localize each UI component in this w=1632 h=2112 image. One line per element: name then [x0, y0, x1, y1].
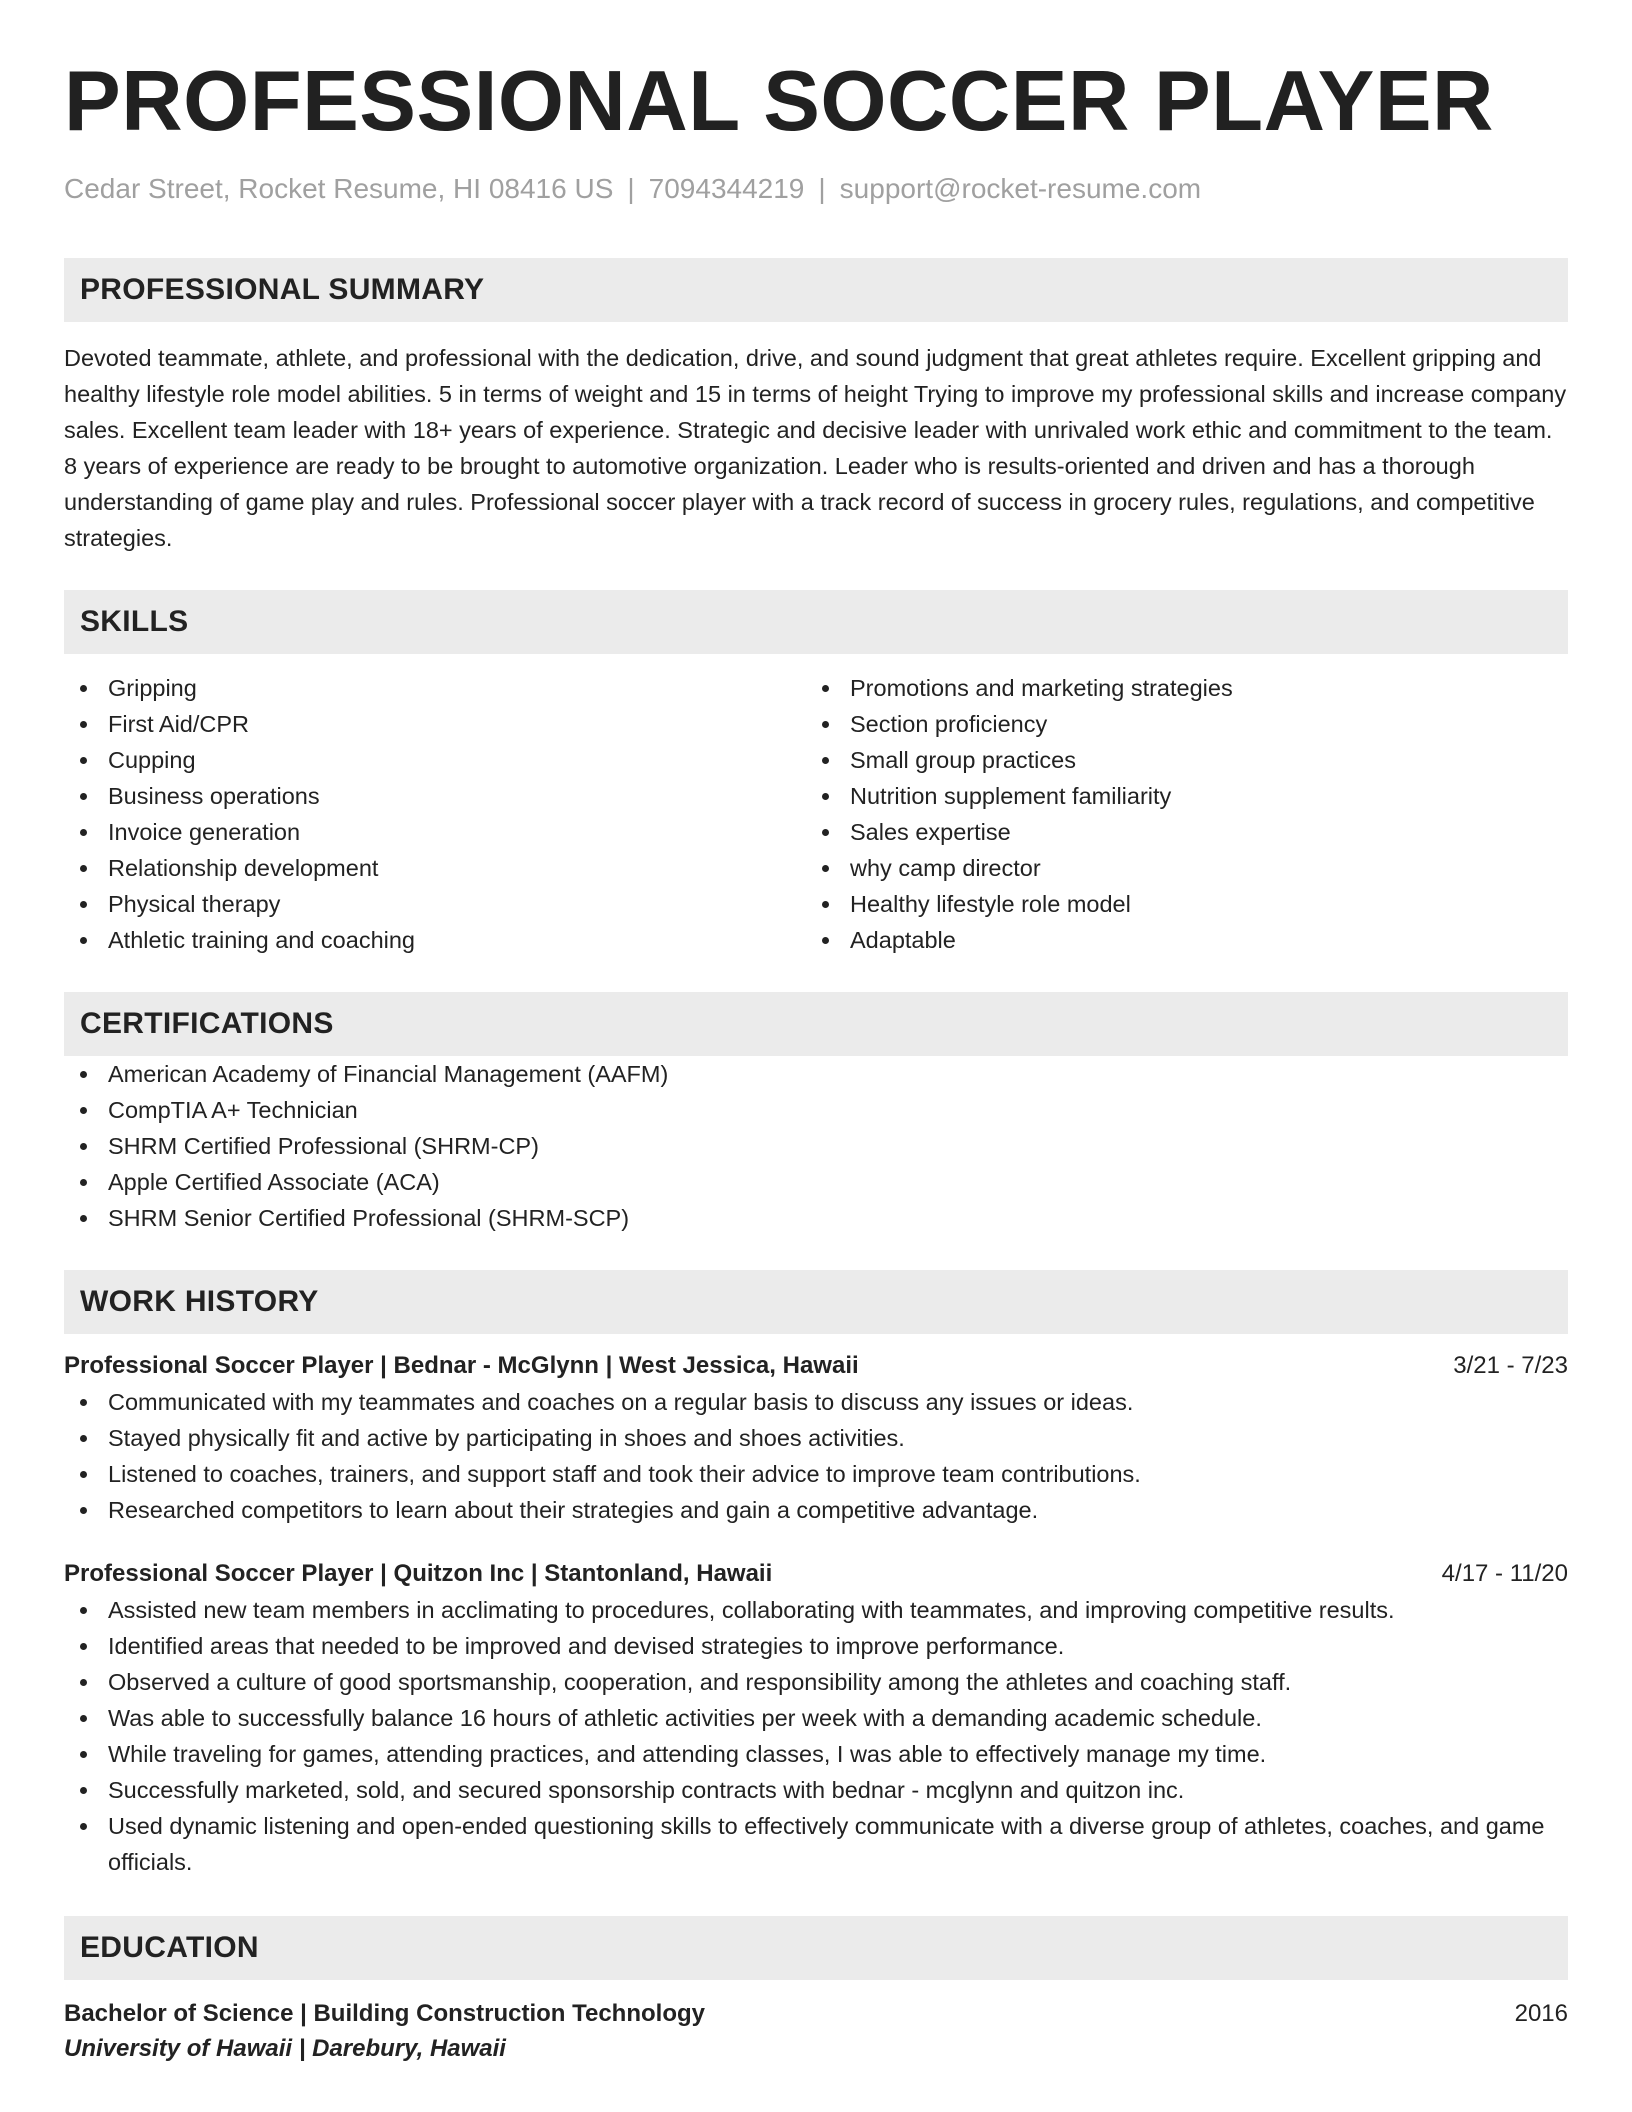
skill-item: Healthy lifestyle role model — [806, 886, 1548, 922]
skills-list-right — [806, 670, 1548, 958]
skill-item: Small group practices — [806, 742, 1548, 778]
work-history-section-header: WORK HISTORY — [64, 1270, 1568, 1334]
certifications-list — [64, 1056, 1568, 1236]
job-bullet: Observed a culture of good sportsmanship, cooperation, and responsibility among the athletes and coaching staff. — [64, 1664, 1568, 1700]
job-title: Professional Soccer Player | Bednar - McGlynn | West Jessica, Hawaii — [64, 1352, 859, 1379]
contact-separator: | — [818, 173, 826, 204]
skill-item: Section proficiency — [806, 706, 1548, 742]
skill-item: Sales expertise — [806, 814, 1548, 850]
job-bullet: Listened to coaches, trainers, and support staff and took their advice to improve team contributions. — [64, 1456, 1568, 1492]
certification-item: CompTIA A+ Technician — [64, 1092, 1568, 1128]
certification-item: SHRM Certified Professional (SHRM-CP) — [64, 1128, 1568, 1164]
job-bullet: Researched competitors to learn about their strategies and gain a competitive advantage. — [64, 1492, 1568, 1528]
job-dates: 3/21 - 7/23 — [1453, 1352, 1568, 1379]
job-bullet: Identified areas that needed to be improved and devised strategies to improve performance. — [64, 1628, 1568, 1664]
skills-grid — [64, 670, 1568, 958]
job-bullet: Used dynamic listening and open-ended questioning skills to effectively communicate with a diverse group of athletes, coaches, and game officials. — [64, 1808, 1568, 1880]
skill-item: Adaptable — [806, 922, 1548, 958]
skill-item: Promotions and marketing strategies — [806, 670, 1548, 706]
contact-separator: | — [627, 173, 635, 204]
job-bullet: While traveling for games, attending practices, and attending classes, I was able to effectively manage my time. — [64, 1736, 1568, 1772]
job-title: Professional Soccer Player | Quitzon Inc | Stantonland, Hawaii — [64, 1560, 773, 1587]
skills-column-left — [64, 670, 806, 958]
education-school: University of Hawaii | Darebury, Hawaii — [64, 2035, 506, 2062]
contact-address: Cedar Street, Rocket Resume, HI 08416 US — [64, 173, 614, 204]
job-entry — [64, 1556, 1568, 1880]
skill-item: Gripping — [64, 670, 806, 706]
summary-text: Devoted teammate, athlete, and professional with the dedication, drive, and sound judgment that great athletes require. Excellent gripping and healthy lifestyle role model abilities. 5 in terms of weight and 15 in terms of height Trying to improve my professional skills and increase company sales. Excellent team leader with 18+ years of experience. Strategic and decisive leader with unrivaled work ethic and commitment to the team. 8 years of experience are ready to be brought to automotive organization. Leader who is results-oriented and driven and has a thorough understanding of game play and rules. Professional soccer player with a track record of success in grocery rules, regulations, and competitive strategies. — [64, 345, 1567, 551]
job-heading-row — [64, 1348, 1568, 1384]
job-heading-row — [64, 1556, 1568, 1592]
job-bullets — [64, 1384, 1568, 1528]
skill-item: Nutrition supplement familiarity — [806, 778, 1548, 814]
contact-phone: 7094344219 — [648, 173, 805, 204]
resume-name: PROFESSIONAL SOCCER PLAYER — [64, 54, 1494, 149]
job-bullet: Was able to successfully balance 16 hours of athletic activities per week with a demanding academic schedule. — [64, 1700, 1568, 1736]
skills-section-header: SKILLS — [64, 590, 1568, 654]
skills-list-left — [64, 670, 806, 958]
contact-line — [64, 172, 1568, 206]
skill-item: First Aid/CPR — [64, 706, 806, 742]
education-year: 2016 — [1514, 2000, 1568, 2027]
certification-item: American Academy of Financial Management (AAFM) — [64, 1056, 1568, 1092]
job-entry — [64, 1348, 1568, 1528]
skill-item: Physical therapy — [64, 886, 806, 922]
certifications-section-header: CERTIFICATIONS — [64, 992, 1568, 1056]
job-bullet: Communicated with my teammates and coaches on a regular basis to discuss any issues or ideas. — [64, 1384, 1568, 1420]
skill-item: Cupping — [64, 742, 806, 778]
skill-item: Business operations — [64, 778, 806, 814]
job-bullet: Stayed physically fit and active by participating in shoes and shoes activities. — [64, 1420, 1568, 1456]
contact-email: support@rocket-resume.com — [839, 173, 1202, 204]
job-bullet: Assisted new team members in acclimating to procedures, collaborating with teammates, and improving competitive results. — [64, 1592, 1568, 1628]
certification-item: Apple Certified Associate (ACA) — [64, 1164, 1568, 1200]
skill-item: Athletic training and coaching — [64, 922, 806, 958]
skill-item: Relationship development — [64, 850, 806, 886]
certification-item: SHRM Senior Certified Professional (SHRM-SCP) — [64, 1200, 1568, 1236]
job-bullet: Successfully marketed, sold, and secured sponsorship contracts with bednar - mcglynn and quitzon inc. — [64, 1772, 1568, 1808]
skill-item: why camp director — [806, 850, 1548, 886]
skill-item: Invoice generation — [64, 814, 806, 850]
education-section-header: EDUCATION — [64, 1916, 1568, 1980]
education-degree: Bachelor of Science | Building Construction Technology — [64, 2000, 705, 2027]
summary-section-header: PROFESSIONAL SUMMARY — [64, 258, 1568, 322]
job-dates: 4/17 - 11/20 — [1441, 1560, 1568, 1587]
education-heading-row — [64, 1996, 1568, 2032]
skills-column-right — [806, 670, 1548, 958]
job-bullets — [64, 1592, 1568, 1880]
